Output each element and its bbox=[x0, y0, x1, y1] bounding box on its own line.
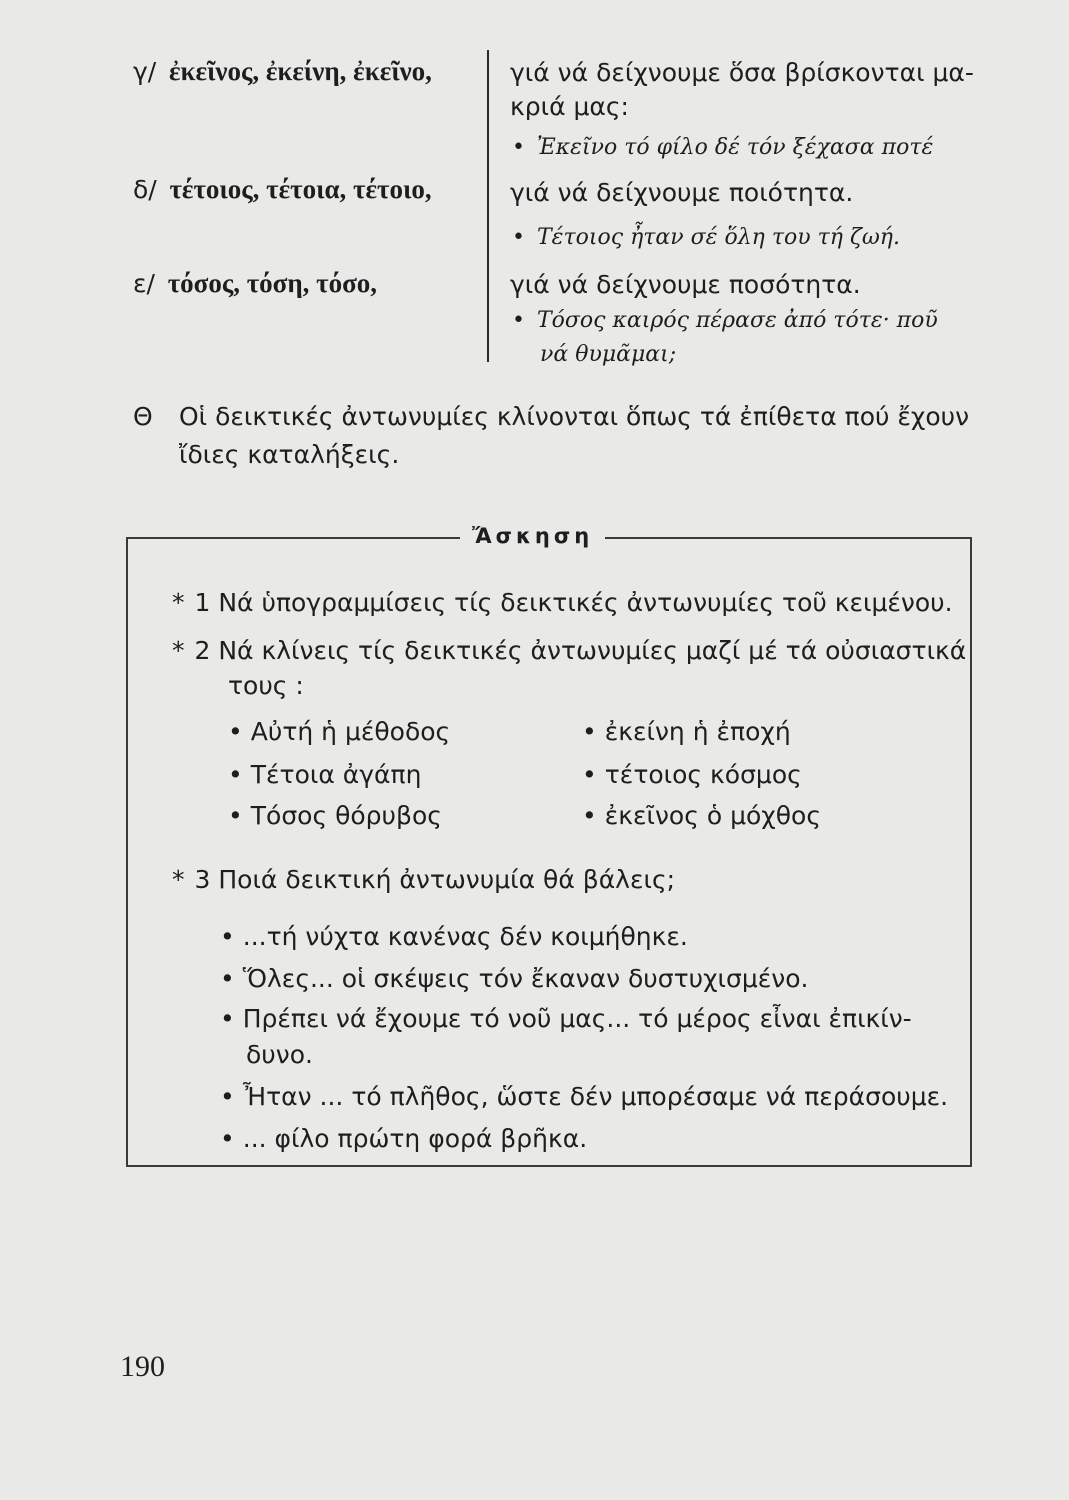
bullet: • bbox=[512, 308, 525, 333]
star-marker: * bbox=[172, 865, 185, 894]
column-divider bbox=[487, 50, 489, 362]
row-delta-letter: δ/ bbox=[133, 175, 157, 204]
word-left-3 bbox=[228, 801, 442, 830]
sentence-5 bbox=[220, 1124, 587, 1153]
exercise-title: Ἄσκηση bbox=[460, 524, 605, 548]
sentence-text: ...τή νύχτα κανένας δέν κοιμήθηκε. bbox=[242, 922, 688, 951]
row-gamma-usage-line1: γιά νά δείχνουμε ὅσα βρίσκονται μα- bbox=[510, 58, 974, 87]
row-gamma-terms: ἐκεῖνος, ἐκείνη, ἐκεῖνο, bbox=[168, 56, 432, 86]
bullet: • bbox=[220, 964, 235, 993]
bullet: • bbox=[220, 1082, 235, 1111]
row-gamma-forms bbox=[133, 56, 432, 87]
row-gamma-letter: γ/ bbox=[133, 57, 157, 86]
row-delta-example bbox=[512, 225, 900, 250]
sentence-2 bbox=[220, 964, 809, 993]
declension-note bbox=[133, 398, 983, 474]
row-delta-usage bbox=[510, 176, 980, 210]
exercise-text: Ποιά δεικτική ἀντωνυμία θά βάλεις; bbox=[218, 865, 676, 894]
bullet: • bbox=[228, 717, 243, 746]
sentence-3 bbox=[220, 1004, 912, 1033]
row-epsilon-example-line2: νά θυμᾶμαι; bbox=[540, 342, 677, 367]
word-right-1 bbox=[582, 717, 791, 746]
bullet: • bbox=[220, 1004, 235, 1033]
sentence-text: Ὅλες... οἱ σκέψεις τόν ἔκαναν δυστυχισμένο. bbox=[242, 964, 809, 993]
exercise-item-3 bbox=[172, 865, 675, 894]
bullet: • bbox=[582, 760, 597, 789]
row-gamma-usage-line2: κριά μας: bbox=[510, 92, 629, 121]
bullet: • bbox=[512, 135, 525, 160]
row-epsilon-example bbox=[512, 308, 938, 333]
row-epsilon-example-text: Τόσος καιρός πέρασε ἀπό τότε· ποῦ bbox=[536, 308, 938, 333]
word-text: Τέτοια ἀγάπη bbox=[250, 760, 422, 789]
sentence-4 bbox=[220, 1082, 948, 1111]
star-marker: * bbox=[172, 636, 185, 665]
exercise-number: 3 bbox=[194, 865, 211, 894]
word-left-1 bbox=[228, 717, 450, 746]
bullet: • bbox=[220, 922, 235, 951]
page-number: 190 bbox=[120, 1350, 165, 1383]
sentence-text: Ἦταν ... τό πλῆθος, ὥστε δέν μπορέσαμε νά περάσουμε. bbox=[242, 1082, 949, 1111]
row-epsilon-usage-line1: γιά νά δείχνουμε ποσότητα. bbox=[510, 270, 861, 299]
exercise-text: Νά κλίνεις τίς δεικτικές ἀντωνυμίες μαζί μέ τά οὐσιαστικά bbox=[218, 636, 967, 665]
word-text: Τόσος θόρυβος bbox=[250, 801, 442, 830]
theta-symbol: Θ bbox=[133, 402, 153, 431]
row-delta-example-text: Τέτοιος ἦταν σέ ὅλη του τή ζωή. bbox=[536, 225, 900, 250]
exercise-number: 2 bbox=[194, 636, 211, 665]
row-delta-forms bbox=[133, 174, 432, 205]
exercise-item-2-cont: τους : bbox=[228, 671, 304, 700]
row-gamma-example bbox=[512, 135, 933, 160]
sentence-text: Πρέπει νά ἔχουμε τό νοῦ μας... τό μέρος εἶναι ἐπικίν- bbox=[242, 1004, 912, 1033]
word-left-2 bbox=[228, 760, 421, 789]
row-epsilon-forms bbox=[133, 268, 377, 299]
bullet: • bbox=[582, 801, 597, 830]
word-right-2 bbox=[582, 760, 802, 789]
exercise-text: Νά ὑπογραμμίσεις τίς δεικτικές ἀντωνυμίες τοῦ κειμένου. bbox=[218, 588, 953, 617]
sentence-text: ... φίλο πρώτη φορά βρῆκα. bbox=[242, 1124, 588, 1153]
row-delta-terms: τέτοιος, τέτοια, τέτοιο, bbox=[169, 174, 432, 204]
row-gamma-usage bbox=[510, 56, 980, 124]
row-epsilon-usage bbox=[510, 268, 980, 302]
exercise-item-1 bbox=[172, 588, 953, 617]
bullet: • bbox=[582, 717, 597, 746]
sentence-3-cont: δυνο. bbox=[246, 1040, 313, 1069]
row-epsilon-terms: τόσος, τόση, τόσο, bbox=[167, 268, 378, 298]
word-right-3 bbox=[582, 801, 821, 830]
exercise-item-2 bbox=[172, 636, 966, 665]
word-text: τέτοιος κόσμος bbox=[604, 760, 802, 789]
word-text: ἐκεῖνος ὁ μόχθος bbox=[604, 801, 821, 830]
row-delta-usage-line1: γιά νά δείχνουμε ποιότητα. bbox=[510, 178, 854, 207]
row-epsilon-letter: ε/ bbox=[133, 269, 155, 298]
word-text: ἐκείνη ἡ ἐποχή bbox=[604, 717, 791, 746]
row-gamma-example-text: Ἐκεῖνο τό φίλο δέ τόν ξέχασα ποτέ bbox=[536, 135, 934, 160]
note-line2: ἴδιες καταλήξεις. bbox=[179, 440, 400, 469]
bullet: • bbox=[228, 760, 243, 789]
bullet: • bbox=[220, 1124, 235, 1153]
sentence-1 bbox=[220, 922, 688, 951]
word-text: Αὐτή ἡ μέθοδος bbox=[250, 717, 451, 746]
exercise-box bbox=[126, 537, 972, 1167]
note-line1: Οἱ δεικτικές ἀντωνυμίες κλίνονται ὅπως τά ἐπίθετα πού ἔχουν bbox=[179, 402, 970, 431]
star-marker: * bbox=[172, 588, 185, 617]
bullet: • bbox=[228, 801, 243, 830]
bullet: • bbox=[512, 225, 525, 250]
exercise-number: 1 bbox=[194, 588, 211, 617]
